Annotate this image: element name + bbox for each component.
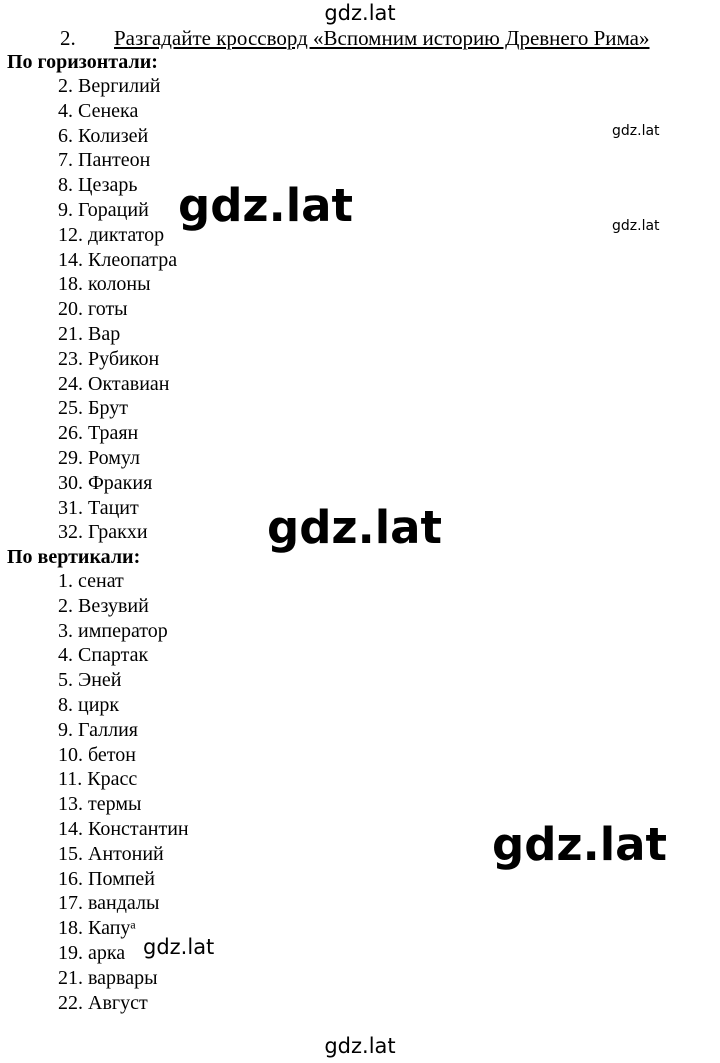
list-item: 2. Вергилий	[58, 75, 161, 97]
list-item: 7. Пантеон	[58, 149, 151, 172]
list-item: 18. колоны	[58, 273, 151, 296]
list-item: 19. арка	[58, 941, 126, 964]
list-item: 25. Брут	[58, 397, 128, 420]
list-item: 21. Вар	[58, 322, 121, 345]
list-item: 14. Константин	[58, 817, 189, 840]
list-item: 13. термы	[58, 793, 142, 816]
list-item: 24. Октавиан	[58, 372, 170, 395]
list-item: 9. Гораций	[58, 198, 149, 221]
list-item: 32. Гракхи	[58, 521, 148, 544]
list-item: 5. Эней	[58, 669, 122, 692]
list-item: 21. варвары	[58, 966, 158, 989]
horizontal-answers-list	[58, 74, 177, 545]
list-item: 11. Красс	[58, 768, 138, 791]
list-item: 16. Помпей	[58, 867, 156, 890]
watermark-bottom: gdz.lat	[324, 1034, 396, 1058]
list-item: 18. Капуᵃ	[58, 917, 136, 940]
watermark-top: gdz.lat	[324, 1, 396, 25]
watermark-large-1: gdz.lat	[178, 179, 354, 232]
task-number: 2.	[60, 26, 76, 50]
watermark-small-right-1: gdz.lat	[612, 123, 660, 139]
list-item: 22. Август	[58, 991, 148, 1014]
list-item: 29. Ромул	[58, 446, 141, 469]
task-title: Разгадайте кроссворд «Вспомним историю Древнего Рима»	[114, 26, 650, 50]
list-item: 3. император	[58, 619, 168, 642]
task-header	[0, 26, 720, 50]
list-item: 4. Сенека	[58, 99, 139, 122]
list-item: 6. Колизей	[58, 124, 149, 147]
horizontal-heading: По горизонтали:	[7, 51, 158, 73]
list-item: 23. Рубикон	[58, 347, 160, 370]
list-item: 17. вандалы	[58, 892, 160, 915]
list-item: 15. Антоний	[58, 842, 164, 865]
list-item: 2. Везувий	[58, 594, 149, 617]
list-item: 8. Цезарь	[58, 174, 138, 197]
list-item: 26. Траян	[58, 422, 139, 445]
vertical-heading: По вертикали:	[7, 546, 141, 568]
list-item: 9. Галлия	[58, 718, 138, 741]
list-item: 30. Фракия	[58, 471, 153, 494]
list-item: 8. цирк	[58, 693, 120, 716]
list-item: 1. сенат	[58, 570, 124, 592]
list-item: 31. Тацит	[58, 496, 139, 519]
watermark-inline: gdz.lat	[143, 935, 215, 959]
watermark-large-2: gdz.lat	[267, 501, 443, 554]
watermark-large-3: gdz.lat	[492, 818, 668, 871]
list-item: 14. Клеопатра	[58, 248, 178, 271]
list-item: 20. готы	[58, 298, 128, 321]
list-item: 10. бетон	[58, 743, 136, 766]
list-item: 12. диктатор	[58, 223, 165, 246]
list-item: 4. Спартак	[58, 644, 149, 667]
watermark-small-right-2: gdz.lat	[612, 218, 660, 234]
